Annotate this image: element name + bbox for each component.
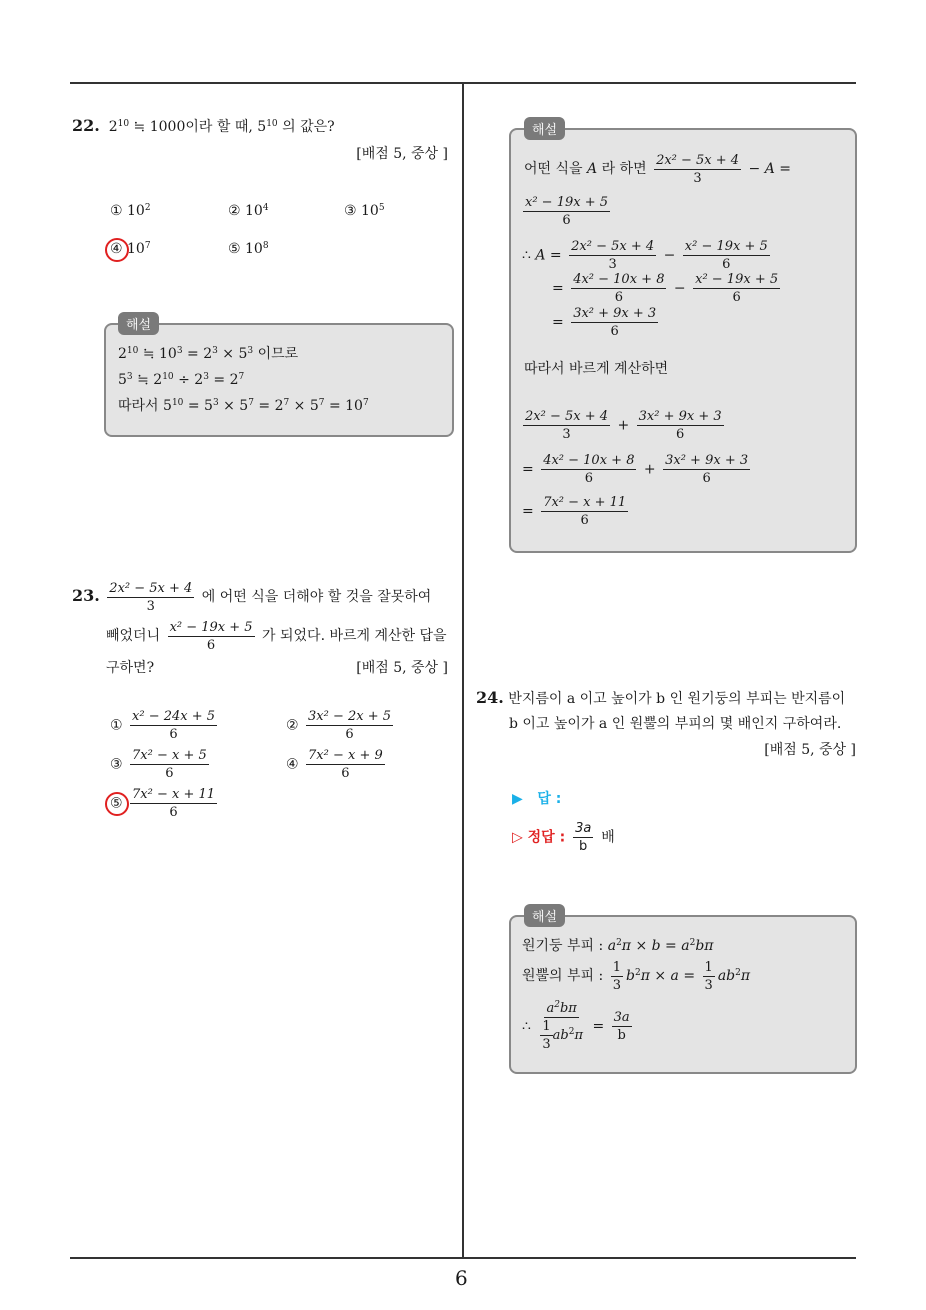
q23-choice-5[interactable]: ⑤ $\frac{\text{7x² − x + 11}}{6}$: [110, 787, 216, 820]
q22-choice-1[interactable]: ① $10^2$: [110, 203, 151, 219]
q23-number: 23.: [72, 586, 100, 605]
bottom-rule: [70, 1257, 856, 1259]
q23-sol-sum-line3: = $\frac{\text{7x² − x + 11}}{6}$: [522, 495, 627, 528]
q24-number: 24.: [476, 688, 504, 707]
q23-sol-A-line3: = $\frac{\text{3x² + 9x + 3}}{6}$: [552, 306, 657, 339]
q23-choice-4[interactable]: ④ $\frac{\text{7x² − x + 9}}{6}$: [286, 748, 383, 781]
q23-sol-mid: 따라서 바르게 계산하면: [524, 361, 669, 377]
q23-choice-3[interactable]: ③ $\frac{\text{7x² − x + 5}}{6}$: [110, 748, 207, 781]
q22-sol-line2: $5^3$ ≒ $2^{10} \div 2^3 = 2^7$: [118, 372, 245, 388]
q24-score: [배점 5, 중상 ]: [764, 742, 856, 758]
q23-sol-sum-line2: = $\frac{\text{4x² − 10x + 8}}{6}$ + $\frac{\text{3x² + 9x + 3}}{6}$: [522, 453, 749, 486]
q24-stem-line2: b 이고 높이가 a 인 원뿔의 부피의 몇 배인지 구하여라.: [509, 716, 842, 732]
q22-score: [배점 5, 중상 ]: [356, 146, 448, 162]
q22-selected-circle: [105, 238, 129, 262]
answer-arrow-icon: ▶: [512, 791, 523, 807]
q22-stem: 22. $2^{10}$ ≒ 1000이라 할 때, $5^{10}$ 의 값은?: [72, 116, 335, 135]
q22-choice-5[interactable]: ⑤ $10^8$: [228, 241, 269, 257]
q23-selected-circle: [105, 792, 129, 816]
page-number: 6: [455, 1266, 468, 1290]
q23-choice-2[interactable]: ② $\frac{\text{3x² − 2x + 5}}{6}$: [286, 709, 392, 742]
q23-stem-frac2: $\frac{\text{x² − 19x + 5}}{6}$: [169, 619, 253, 653]
q24-answer-row: ▶ 답 :: [512, 791, 562, 807]
q22-stem-suffix: 이라 할 때,: [185, 119, 253, 135]
q22-sol-line3: 따라서 $5^{10} = 5^3 \times 5^7 = 2^7 \times 5^7 = 10^7$: [118, 398, 369, 414]
q23-solution-box: [509, 128, 857, 553]
q23-stem-line2: 빼었더니 $\frac{\text{x² − 19x + 5}}{6}$ 가 되었다. 바르게 계산한 답을: [106, 619, 447, 653]
q23-solution-tag: 해설: [524, 117, 565, 140]
q23-sol-A-line2: = $\frac{\text{4x² − 10x + 8}}{6}$ − $\frac{\text{x² − 19x + 5}}{6}$: [552, 272, 779, 305]
column-divider: [462, 84, 464, 1258]
q23-stem-line3: 구하면?: [106, 660, 155, 676]
q24-stem-line1: 24. 반지름이 a 이고 높이가 b 인 원기둥의 부피는 반지름이: [476, 688, 846, 707]
q23-sol-frac-given: $\frac{\text{x² − 19x + 5}}{6}$: [525, 195, 609, 228]
q24-correct-row: ▷ 정답 : $\frac{3a}{b}$ 배: [512, 821, 615, 854]
q23-stem-line1: 23. $\frac{\text{2x² − 5x + 4}}{3}$ 에 어떤 식을 더해야 할 것을 잘못하여: [72, 580, 432, 614]
q24-sol-line2: 원뿔의 부피 : $\frac{1}{3}$ $b^2\pi \times a$ = $\frac{1}{3}$ $ab^2\pi$: [522, 959, 751, 993]
q24-solution-tag: 해설: [524, 904, 565, 927]
q23-sol-A-line1: ∴ A = $\frac{\text{2x² − 5x + 4}}{3}$ − $\frac{\text{x² − 19x + 5}}{6}$: [522, 239, 768, 272]
q23-stem-frac1: $\frac{\text{2x² − 5x + 4}}{3}$: [109, 580, 193, 614]
q22-solution-tag: 해설: [118, 312, 159, 335]
correct-arrow-icon: ▷: [512, 829, 523, 846]
q22-choice-2[interactable]: ② $10^4$: [228, 203, 269, 219]
q22-stem-end: 의 값은?: [282, 119, 335, 135]
q24-sol-line3: ∴ $a^2b\pi$ $\frac{1}{3}$ $ab^2\pi$ = $\frac{3a}{b}$: [522, 1000, 630, 1052]
q22-choice-3[interactable]: ③ $10^5$: [344, 203, 385, 219]
q23-choice-1[interactable]: ① $\frac{\text{x² − 24x + 5}}{6}$: [110, 709, 216, 742]
q23-sol-intro: 어떤 식을 A 라 하면 $\frac{\text{2x² − 5x + 4}}{3}$ − A =: [524, 152, 792, 186]
q22-choice-4[interactable]: ④ $10^7$: [110, 241, 151, 257]
q23-sol-sum-line1: $\frac{\text{2x² − 5x + 4}}{3}$ + $\frac{\text{3x² + 9x + 3}}{6}$: [525, 409, 722, 442]
q22-sol-line1: $2^{10}$ ≒ $10^3 = 2^3 \times 5^3$ 이므로: [118, 346, 299, 362]
q23-score: [배점 5, 중상 ]: [356, 660, 448, 676]
q24-sol-line1: 원기둥 부피 : $a^2\pi \times b = a^2b\pi$: [522, 938, 714, 954]
q22-number: 22.: [72, 116, 100, 135]
